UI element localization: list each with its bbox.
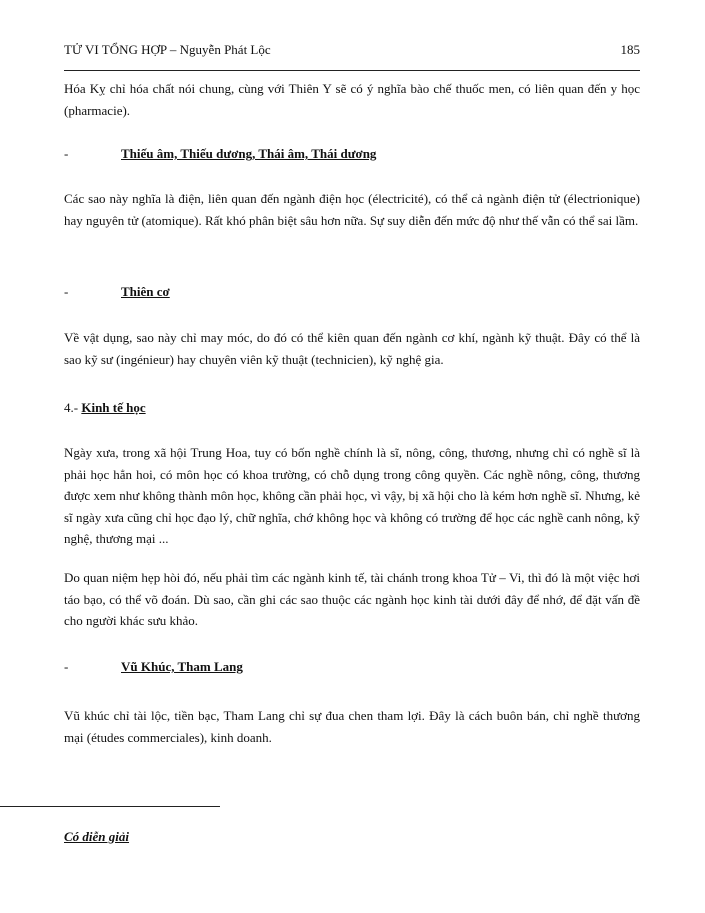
paragraph-co-khi: Về vật dụng, sao này chỉ may móc, do đó có thể kiên quan đến ngành cơ khí, ngành kỹ thuật. Đây có thể là sao kỹ sư (ingénieur) hay chuyên viên kỹ thuật (technicien), kỹ nghệ gia. — [64, 330, 640, 367]
section-title: Kinh tế học — [81, 400, 146, 415]
paragraph-kinh-te: Do quan niệm hẹp hòi đó, nếu phải tìm các ngành kinh tế, tài chánh trong khoa Tử – Vi, thì đó là một việc hơi táo bạo, có thể võ đoán. Dù sao, cần ghi các sao thuộc các ngành học kinh tài dưới đây để nhớ, để đặt vấn đề cho người khác sưu khảo. — [64, 570, 640, 628]
paragraph-dien-hoc: Các sao này nghĩa là điện, liên quan đến ngành điện học (électricité), có thể cả ngành điện tử (électrionique) hay nguyên tử (atomique). Rất khó phân biệt sâu hơn nữa. Sự suy diễn đến mức độ như thế vẫn có thể sai lầm. — [64, 191, 640, 228]
paragraph-trung-hoa: Ngày xưa, trong xã hội Trung Hoa, tuy có bốn nghề chính là sĩ, nông, công, thương, nhưng chỉ có nghề sĩ là phải học hẳn hoi, có môn học có khoa trường, có chỗ dụng trong công quyền. Các nghề nông, công, thương được xem như không thành môn học, không cần phải học, vì vậy, bị xã hội cho là kém hơn nghề sĩ. Nhưng, kẻ sĩ ngày xưa cũng chỉ học đạo lý, chữ nghĩa, chớ không học và không có trường để học các nghề canh nông, kỹ nghệ, thương mại ... — [64, 445, 640, 546]
page-number: 185 — [620, 42, 640, 57]
paragraph-thuong-mai: Vũ khúc chỉ tài lộc, tiền bạc, Tham Lang chỉ sự đua chen tham lợi. Đây là cách buôn bán, chỉ nghề thương mại (études commerciales), kinh doanh. — [64, 708, 640, 745]
section-heading — [64, 400, 146, 416]
heading-thien-co: Thiên cơ — [121, 284, 170, 299]
header-title: TỬ VI TỔNG HỢP – Nguyễn Phát Lộc — [64, 42, 271, 57]
bullet-dash: - — [64, 659, 69, 674]
paragraph-hoa-ky: Hóa Kỵ chỉ hóa chất nói chung, cùng với Thiên Y sẽ có ý nghĩa bào chế thuốc men, có liên quan đến y học (pharmacie). — [64, 81, 640, 118]
heading-vu-khuc: Vũ Khúc, Tham Lang — [121, 659, 243, 674]
bullet-dash: - — [64, 284, 69, 299]
bullet-dash: - — [64, 146, 69, 161]
footnote-text: Có diễn giải — [64, 829, 130, 844]
section-number: 4.- — [64, 400, 79, 415]
header-divider — [64, 70, 640, 71]
heading-thieu-am: Thiếu âm, Thiếu dương, Thái âm, Thái dương — [121, 146, 377, 161]
footnote-divider — [0, 806, 220, 807]
